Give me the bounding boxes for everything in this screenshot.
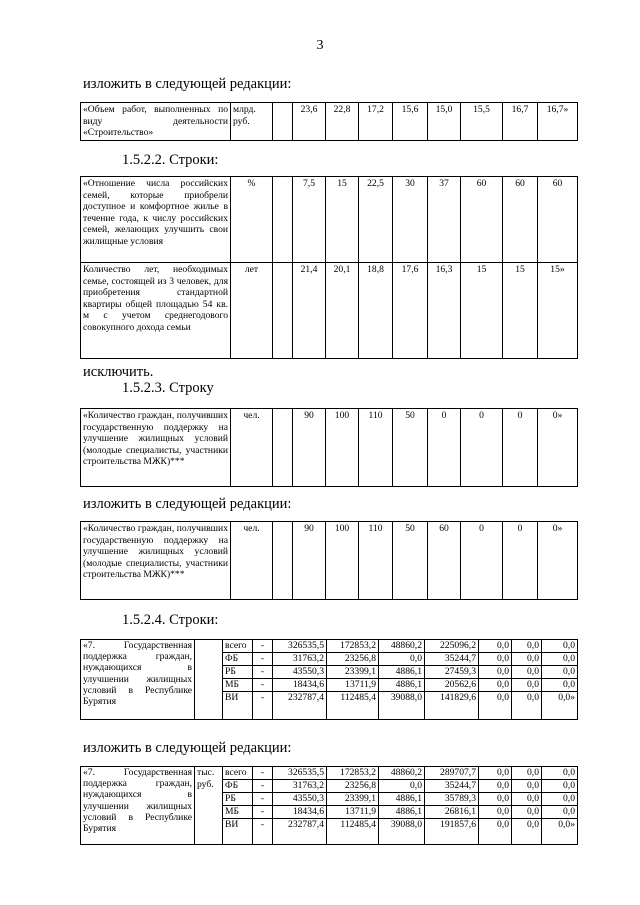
value-cell: 7,5 [293, 177, 326, 263]
value-cell: 0» [538, 522, 578, 600]
table-construction-volume [80, 102, 578, 141]
value-cell: 232787,4 [273, 819, 327, 845]
source-cell: ВИ [223, 819, 253, 845]
value-cell: 326535,5 [273, 767, 327, 780]
table-citizens-support-new [80, 521, 578, 600]
empty-cell [273, 263, 293, 359]
source-cell: ФБ [223, 653, 253, 666]
value-cell: 0,0 [512, 806, 542, 819]
value-cell: 0,0 [542, 679, 578, 692]
table-row [81, 767, 578, 780]
dash-cell: - [253, 640, 273, 653]
dash-cell: - [253, 806, 273, 819]
value-cell: 18,8 [359, 263, 393, 359]
heading-edit-2: изложить в следующей редакции: [83, 496, 292, 512]
value-cell: 110 [359, 522, 393, 600]
value-cell: 0,0 [479, 819, 512, 845]
table-affordable-housing [80, 176, 578, 359]
value-cell: 50 [393, 522, 428, 600]
value-cell: 0 [461, 522, 503, 600]
source-cell: РБ [223, 666, 253, 679]
value-cell: 15,0 [428, 103, 461, 141]
value-cell: 26816,1 [425, 806, 479, 819]
value-cell: 4886,1 [379, 679, 425, 692]
value-cell: 100 [326, 522, 359, 600]
value-cell: 0,0 [542, 767, 578, 780]
value-cell: 4886,1 [379, 666, 425, 679]
value-cell: 17,2 [359, 103, 393, 141]
value-cell: 0 [503, 522, 538, 600]
dash-cell: - [253, 692, 273, 720]
heading-edit-3: изложить в следующей редакции: [83, 740, 292, 756]
value-cell: 60 [461, 177, 503, 263]
value-cell: 0 [503, 409, 538, 487]
program-desc: «7. Государственная поддержка граждан, нуждающихся в улучшении жилищных условий в Республике Бурятия [81, 767, 195, 845]
value-cell: 48860,2 [379, 767, 425, 780]
unit-cell [195, 640, 223, 720]
value-cell: 0 [428, 409, 461, 487]
value-cell: 232787,4 [273, 692, 327, 720]
value-cell: 18434,6 [273, 806, 327, 819]
value-cell: 31763,2 [273, 780, 327, 793]
value-cell: 289707,7 [425, 767, 479, 780]
value-cell: 0,0 [379, 780, 425, 793]
table-row [81, 263, 578, 359]
dash-cell: - [253, 767, 273, 780]
value-cell: 37 [428, 177, 461, 263]
value-cell: 141829,6 [425, 692, 479, 720]
dash-cell: - [253, 819, 273, 845]
value-cell: 0,0 [512, 767, 542, 780]
source-cell: МБ [223, 679, 253, 692]
value-cell: 30 [393, 177, 428, 263]
value-cell: 0,0 [542, 640, 578, 653]
dash-cell: - [253, 780, 273, 793]
table-state-support-new [80, 766, 578, 845]
value-cell: 23,6 [293, 103, 326, 141]
value-cell: 90 [293, 409, 326, 487]
empty-cell [273, 409, 293, 487]
value-cell: 100 [326, 409, 359, 487]
value-cell: 48860,2 [379, 640, 425, 653]
value-cell: 0,0 [542, 806, 578, 819]
table-row [81, 103, 578, 141]
value-cell: 60 [428, 522, 461, 600]
unit-cell: тыс. руб. [195, 767, 223, 845]
value-cell: 0,0 [479, 640, 512, 653]
unit-cell: лет [231, 263, 273, 359]
value-cell: 15» [538, 263, 578, 359]
value-cell: 22,5 [359, 177, 393, 263]
value-cell: 22,8 [326, 103, 359, 141]
dash-cell: - [253, 653, 273, 666]
table-row [81, 640, 578, 653]
empty-cell [273, 103, 293, 141]
dash-cell: - [253, 679, 273, 692]
dash-cell: - [253, 793, 273, 806]
value-cell: 39088,0 [379, 819, 425, 845]
value-cell: 0,0 [542, 666, 578, 679]
value-cell: 23399,1 [327, 666, 379, 679]
value-cell: 35244,7 [425, 780, 479, 793]
unit-cell: чел. [231, 522, 273, 600]
value-cell: 15 [503, 263, 538, 359]
source-cell: РБ [223, 793, 253, 806]
value-cell: 16,7 [503, 103, 538, 141]
value-cell: 23399,1 [327, 793, 379, 806]
dash-cell: - [253, 666, 273, 679]
value-cell: 13711,9 [327, 679, 379, 692]
source-cell: ФБ [223, 780, 253, 793]
value-cell: 43550,3 [273, 666, 327, 679]
program-desc: «7. Государственная поддержка граждан, нуждающихся в улучшении жилищных условий в Республике Бурятия [81, 640, 195, 720]
table-row [81, 522, 578, 600]
heading-section-1523: 1.5.2.3. Строку [122, 380, 214, 396]
value-cell: 326535,5 [273, 640, 327, 653]
value-cell: 50 [393, 409, 428, 487]
value-cell: 15 [326, 177, 359, 263]
heading-section-1524: 1.5.2.4. Строки: [122, 612, 219, 628]
value-cell: 0,0 [542, 653, 578, 666]
empty-cell [273, 522, 293, 600]
value-cell: 0» [538, 409, 578, 487]
value-cell: 0,0 [479, 806, 512, 819]
value-cell: 0,0 [542, 793, 578, 806]
value-cell: 15 [461, 263, 503, 359]
value-cell: 35789,3 [425, 793, 479, 806]
value-cell: 0,0 [512, 679, 542, 692]
value-cell: 0,0 [512, 780, 542, 793]
value-cell: 172853,2 [327, 640, 379, 653]
value-cell: 16,7» [538, 103, 578, 141]
value-cell: 15,6 [393, 103, 428, 141]
value-cell: 0,0 [512, 653, 542, 666]
heading-section-1522: 1.5.2.2. Строки: [122, 152, 219, 168]
value-cell: 0,0 [479, 653, 512, 666]
value-cell: 16,3 [428, 263, 461, 359]
table-row [81, 177, 578, 263]
value-cell: 0,0 [479, 679, 512, 692]
value-cell: 112485,4 [327, 692, 379, 720]
heading-exclude: исключить. [83, 364, 154, 380]
value-cell: 4886,1 [379, 793, 425, 806]
value-cell: 0,0 [512, 819, 542, 845]
value-cell: 0,0 [479, 692, 512, 720]
value-cell: 21,4 [293, 263, 326, 359]
value-cell: 0,0 [512, 640, 542, 653]
unit-cell: млрд. руб. [231, 103, 273, 141]
page-number: 3 [316, 38, 324, 53]
value-cell: 0,0 [479, 666, 512, 679]
value-cell: 15,5 [461, 103, 503, 141]
value-cell: 0,0 [479, 793, 512, 806]
value-cell: 4886,1 [379, 806, 425, 819]
value-cell: 0 [461, 409, 503, 487]
value-cell: 31763,2 [273, 653, 327, 666]
value-cell: 0,0 [512, 666, 542, 679]
empty-cell [273, 177, 293, 263]
value-cell: 27459,3 [425, 666, 479, 679]
indicator-desc: «Количество граждан, получивших государственную поддержку на улучшение жилищных условий (молодые специалисты, участники строительства МЖК)*** [81, 522, 231, 600]
value-cell: 0,0 [379, 653, 425, 666]
heading-edit-1: изложить в следующей редакции: [83, 76, 292, 92]
value-cell: 110 [359, 409, 393, 487]
value-cell: 39088,0 [379, 692, 425, 720]
value-cell: 20,1 [326, 263, 359, 359]
table-state-support-old [80, 639, 578, 720]
unit-cell: чел. [231, 409, 273, 487]
value-cell: 0,0» [542, 692, 578, 720]
source-cell: МБ [223, 806, 253, 819]
value-cell: 0,0 [512, 692, 542, 720]
value-cell: 35244,7 [425, 653, 479, 666]
value-cell: 17,6 [393, 263, 428, 359]
value-cell: 13711,9 [327, 806, 379, 819]
value-cell: 23256,8 [327, 653, 379, 666]
value-cell: 0,0» [542, 819, 578, 845]
indicator-desc: Количество лет, необходимых семье, состоящей из 3 человек, для приобретения стандартной квартиры общей площадью 54 кв. м с учетом среднегодового совокупного дохода семьи [81, 263, 231, 359]
value-cell: 18434,6 [273, 679, 327, 692]
value-cell: 90 [293, 522, 326, 600]
value-cell: 60 [503, 177, 538, 263]
value-cell: 191857,6 [425, 819, 479, 845]
indicator-desc: «Количество граждан, получивших государственную поддержку на улучшение жилищных условий (молодые специалисты, участники строительства МЖК)*** [81, 409, 231, 487]
value-cell: 172853,2 [327, 767, 379, 780]
value-cell: 20562,6 [425, 679, 479, 692]
table-citizens-support-old [80, 408, 578, 487]
value-cell: 0,0 [512, 793, 542, 806]
value-cell: 112485,4 [327, 819, 379, 845]
source-cell: ВИ [223, 692, 253, 720]
value-cell: 43550,3 [273, 793, 327, 806]
unit-cell: % [231, 177, 273, 263]
value-cell: 0,0 [479, 780, 512, 793]
value-cell: 23256,8 [327, 780, 379, 793]
source-cell: всего [223, 767, 253, 780]
value-cell: 60 [538, 177, 578, 263]
indicator-desc: «Объем работ, выполненных по виду деятельности «Строительство» [81, 103, 231, 141]
table-row [81, 409, 578, 487]
value-cell: 0,0 [542, 780, 578, 793]
value-cell: 225096,2 [425, 640, 479, 653]
source-cell: всего [223, 640, 253, 653]
indicator-desc: «Отношение числа российских семей, которые приобрели доступное и комфортное жилье в течение года, к числу российских семей, желающих улучшить свои жилищные условия [81, 177, 231, 263]
value-cell: 0,0 [479, 767, 512, 780]
